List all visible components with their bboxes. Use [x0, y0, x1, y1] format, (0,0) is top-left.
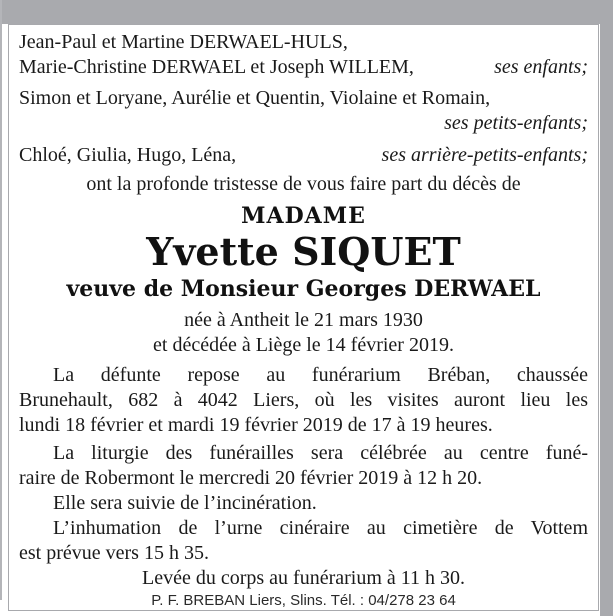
great-grandchildren-names-line: Chloé, Giulia, Hugo, Léna,	[19, 144, 237, 166]
liturgy-line-1: La liturgie des funérailles sera célébrée au centre funé-	[53, 442, 588, 464]
liturgy-paragraph	[19, 441, 588, 491]
children-names-line2: Marie-Christine DERWAEL et Joseph WILLEM,	[19, 56, 414, 78]
announcement-line: ont la profonde tristesse de vous faire part du décès de	[86, 173, 521, 195]
background-band-top	[0, 0, 613, 24]
widow-of-line: veuve de Monsieur Georges DERWAEL	[66, 276, 541, 302]
visitation-line-1: La défunte repose au funérarium Bréban, chaussée	[53, 364, 588, 386]
death-notice-card	[8, 24, 599, 611]
children-names-line2-row	[19, 55, 588, 80]
birth-line: née à Antheit le 21 mars 1930	[184, 309, 423, 331]
great-grandchildren-row	[19, 143, 588, 168]
liturgy-line-2: raire de Robermont le mercredi 20 février 2019 à 12 h 20.	[19, 467, 483, 489]
deceased-name: Yvette SIQUET	[146, 229, 461, 274]
children-names-line1: Jean-Paul et Martine DERWAEL-HULS,	[19, 31, 348, 53]
visitation-line-3: lundi 18 février et mardi 19 février 2019 de 17 à 19 heures.	[19, 414, 493, 436]
burial-paragraph	[19, 516, 588, 566]
funeral-home-contact-line: P. F. BREBAN Liers, Slins. Tél. : 04/278 23 64	[151, 592, 456, 609]
cremation-line: Elle sera suivie de l’incinération.	[53, 492, 317, 514]
children-relationship-label: ses enfants;	[494, 56, 588, 78]
grandchildren-names-line: Simon et Loryane, Aurélie et Quentin, Violaine et Romain,	[19, 87, 491, 109]
background-band-left	[0, 0, 2, 600]
visitation-line-2: Brunehault, 682 à 4042 Liers, où les visites auront lieu les	[19, 389, 588, 411]
honorific-title: MADAME	[241, 203, 366, 229]
levee-du-corps-line: Levée du corps au funérarium à 11 h 30.	[141, 567, 466, 589]
great-grandchildren-relationship-label: ses arrière-petits-enfants;	[381, 144, 588, 166]
burial-line-2: est prévue vers 15 h 35.	[19, 542, 209, 564]
background-band-right	[600, 0, 613, 616]
grandchildren-relationship-label: ses petits-enfants;	[444, 112, 588, 134]
burial-line-1: L’inhumation de l’urne cinéraire au cimetière de Vottem	[53, 517, 588, 539]
death-line: et décédée à Liège le 14 février 2019.	[153, 334, 454, 356]
visitation-paragraph	[19, 363, 588, 438]
